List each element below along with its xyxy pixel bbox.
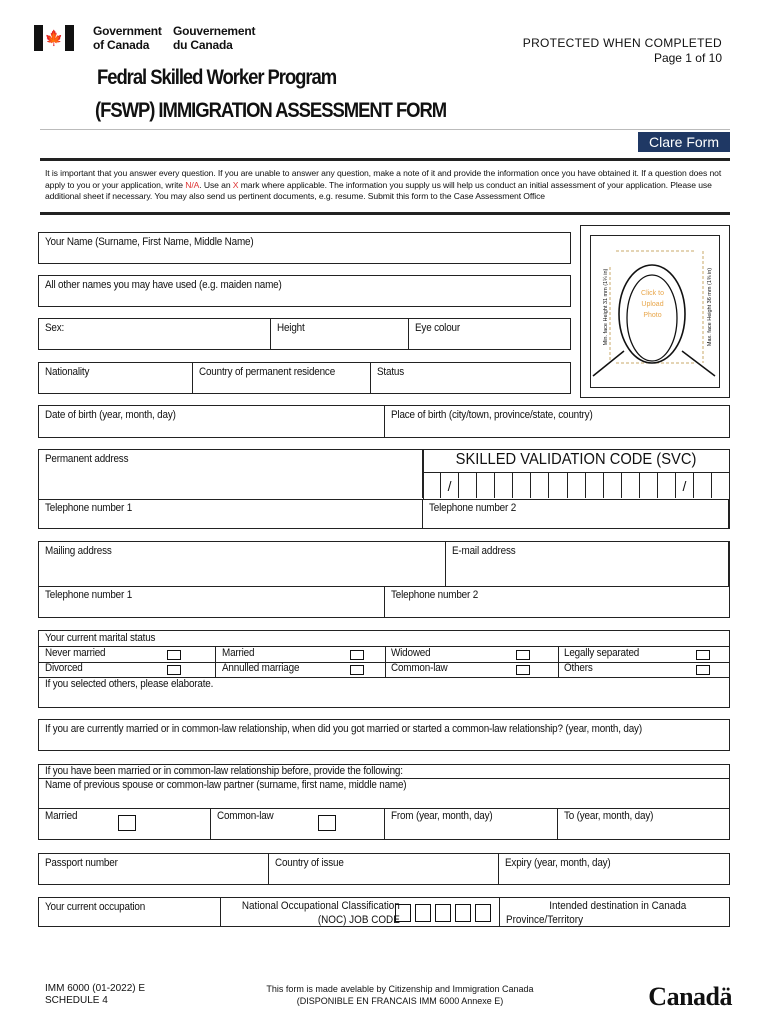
common-law-label: Common-law	[391, 662, 448, 674]
svc-digit	[640, 472, 658, 498]
never-married-label: Never married	[45, 647, 106, 659]
sex-height-eye-row	[38, 318, 571, 350]
status-field[interactable]	[371, 363, 570, 393]
upload-photo-hint: Click to Upload Photo	[641, 290, 664, 319]
noc-digit-4[interactable]	[455, 904, 471, 922]
divorced-checkbox[interactable]	[167, 665, 181, 675]
previous-from-label: From (year, month, day)	[391, 810, 493, 822]
birth-row	[38, 405, 730, 438]
svc-slash-2: /	[676, 472, 694, 498]
noc-digit-5[interactable]	[475, 904, 491, 922]
header-divider	[40, 129, 730, 130]
previous-common-checkbox[interactable]	[318, 815, 336, 831]
svc-digit	[658, 472, 676, 498]
previous-name-field[interactable]	[39, 778, 729, 808]
country-issue-label: Country of issue	[275, 857, 344, 869]
status-label: Status	[377, 366, 404, 378]
name-field[interactable]	[38, 232, 571, 264]
gov-en-line1: Government	[93, 24, 162, 38]
svc-digit	[531, 472, 549, 498]
tel2-field-a[interactable]	[423, 499, 729, 528]
height-field[interactable]	[271, 319, 409, 349]
mailing-address-field[interactable]	[39, 542, 446, 586]
tel2-label-a: Telephone number 2	[429, 502, 517, 514]
name-label: Your Name (Surname, First Name, Middle Name)	[45, 236, 254, 248]
permanent-address-block	[38, 449, 730, 529]
form-code-line: IMM 6000 (01-2022) E	[45, 983, 146, 994]
country-residence-label: Country of permanent residence	[199, 366, 336, 378]
intro-bottom-rule	[40, 212, 730, 215]
form-code	[45, 983, 145, 1006]
svc-digit	[513, 472, 531, 498]
previous-common-cell	[211, 808, 385, 839]
pob-label: Place of birth (city/town, province/state, country)	[391, 409, 593, 421]
destination-label: Intended destination in Canada Province/Territory	[506, 900, 687, 926]
svc-digit	[495, 472, 513, 498]
protected-label: PROTECTED WHEN COMPLETED	[522, 36, 722, 50]
tel1-label-b: Telephone number 1	[45, 589, 133, 601]
noc-cell	[221, 898, 500, 926]
footer-note	[230, 984, 570, 1007]
others-checkbox[interactable]	[696, 665, 710, 675]
marital-status-block	[38, 630, 730, 708]
svc-box	[423, 450, 729, 499]
other-names-field[interactable]	[38, 275, 571, 307]
elaborate-field[interactable]	[39, 677, 729, 707]
tel1-field-b[interactable]	[39, 586, 385, 617]
annulled-label: Annulled marriage	[222, 662, 300, 674]
intro-top-rule	[40, 158, 730, 161]
svc-slash-1: /	[441, 472, 459, 498]
passport-number-label: Passport number	[45, 857, 118, 869]
tel2-label-b: Telephone number 2	[391, 589, 479, 601]
svc-title: SKILLED VALIDATION CODE (SVC)	[455, 451, 697, 468]
previous-married-cell	[39, 808, 211, 839]
country-residence-field[interactable]	[193, 363, 371, 393]
svc-left-border	[423, 450, 424, 499]
gov-en-line2: of Canada	[93, 38, 150, 52]
widowed-checkbox[interactable]	[516, 650, 530, 660]
country-issue-field[interactable]	[269, 854, 499, 884]
previous-title: If you have been married or in common-law relationship before, provide the following:	[45, 765, 403, 777]
photo-upload[interactable]	[580, 225, 730, 398]
previous-name-label: Name of previous spouse or common-law partner (surname, first name, middle name)	[45, 779, 407, 791]
canada-wordmark: Canadä	[648, 982, 732, 1011]
title-line2: (FSWP) IMMIGRATION ASSESSMENT FORM	[95, 99, 447, 122]
legally-separated-label: Legally separated	[564, 647, 640, 659]
nationality-label: Nationality	[45, 366, 90, 378]
schedule-line: SCHEDULE 4	[45, 994, 108, 1006]
occupation-label: Your current occupation	[45, 901, 146, 913]
legally-separated-checkbox[interactable]	[696, 650, 710, 660]
svc-digit	[477, 472, 495, 498]
title-line1: Fedral Skilled Worker Program	[97, 66, 337, 89]
svc-digit	[604, 472, 622, 498]
svc-digit	[549, 472, 567, 498]
svc-digit	[568, 472, 586, 498]
intro-text: It is important that you answer every question. If you are unable to answer any question, make a note of it and provide the information once you have obtained it. If a question does not apply to you or your application, write N/A. Use an X mark where applicable. The information you supply us will help us conduct an initial assessment of your application. Please use additional sheet if necessary. You may also send us pertinent documents, e.g. resume. Submit this form to the Case Assessment Office	[45, 168, 722, 201]
annulled-checkbox[interactable]	[350, 665, 364, 675]
occupation-row	[38, 897, 730, 927]
eye-colour-label: Eye colour	[415, 322, 460, 334]
other-names-label: All other names you may have used (e.g. maiden name)	[45, 279, 282, 291]
divider	[39, 662, 729, 663]
previous-to-field[interactable]	[558, 808, 729, 839]
eye-colour-field[interactable]	[409, 319, 570, 349]
dob-label: Date of birth (year, month, day)	[45, 409, 176, 421]
gov-fr	[173, 24, 255, 52]
page-number: Page 1 of 10	[653, 51, 722, 65]
svc-code-grid[interactable]	[423, 472, 729, 498]
passport-row	[38, 853, 730, 885]
destination-field[interactable]	[500, 898, 729, 926]
svc-digit	[423, 472, 441, 498]
gov-fr-line2: du Canada	[173, 38, 233, 52]
divider	[558, 646, 559, 677]
permanent-address-field[interactable]	[39, 450, 423, 498]
previous-married-label: Married	[45, 810, 78, 822]
na-marker: N/A	[185, 179, 200, 190]
tel1-field-a[interactable]	[39, 499, 423, 528]
nationality-field[interactable]	[39, 363, 193, 393]
height-label: Height	[277, 322, 305, 334]
never-married-checkbox[interactable]	[167, 650, 181, 660]
married-label: Married	[222, 647, 255, 659]
min-face-height-label: Min. face Height 31 mm (1¼ in)	[603, 268, 609, 346]
svc-digit	[586, 472, 604, 498]
noc-label: National Occupational Classification (NOC) JOB CODE	[241, 900, 400, 926]
made-by-line: This form is made avelable by Citizenship and Immigration Canada	[266, 984, 534, 994]
max-face-height-label: Max. face Height 36 mm (1⅜ in)	[707, 267, 713, 347]
expiry-field[interactable]	[499, 854, 729, 884]
french-line: (DISPONIBLE EN FRANCAIS IMM 6000 Annexe E)	[296, 995, 504, 1006]
passport-number-field[interactable]	[39, 854, 269, 884]
married-checkbox[interactable]	[350, 650, 364, 660]
noc-digit-1[interactable]	[395, 904, 411, 922]
mailing-address-label: Mailing address	[45, 545, 112, 557]
svc-digit	[694, 472, 712, 498]
mailing-block	[38, 541, 730, 618]
gov-en	[93, 24, 162, 52]
common-law-checkbox[interactable]	[516, 665, 530, 675]
previous-common-label: Common-law	[217, 810, 274, 822]
expiry-label: Expiry (year, month, day)	[505, 857, 611, 869]
others-label: Others	[564, 662, 593, 674]
clare-form-button[interactable]: Clare Form	[638, 132, 730, 152]
tel1-label-a: Telephone number 1	[45, 502, 133, 514]
email-label: E-mail address	[452, 545, 516, 557]
sex-field[interactable]	[39, 319, 271, 349]
occupation-field[interactable]	[39, 898, 221, 926]
sex-label: Sex:	[45, 322, 65, 334]
divider	[215, 646, 216, 677]
previous-from-field[interactable]	[385, 808, 558, 839]
gov-fr-line1: Gouvernement	[173, 24, 256, 38]
svc-digit	[459, 472, 477, 498]
noc-digit-2[interactable]	[415, 904, 431, 922]
nationality-row	[38, 362, 571, 394]
pob-field[interactable]	[385, 406, 729, 437]
svc-digit	[712, 472, 729, 498]
previous-relationship-block	[38, 764, 730, 840]
marriage-date-label: If you are currently married or in common-law relationship, when did you got married or started a common-law relationship? (year, month, day)	[45, 723, 642, 735]
marital-title: Your current marital status	[45, 632, 156, 644]
svc-digit	[622, 472, 640, 498]
previous-to-label: To (year, month, day)	[564, 810, 654, 822]
marriage-date-field[interactable]	[38, 719, 730, 751]
noc-digit-3[interactable]	[435, 904, 451, 922]
divider	[385, 646, 386, 677]
permanent-address-label: Permanent address	[45, 453, 129, 465]
previous-married-checkbox[interactable]	[118, 815, 136, 831]
dob-field[interactable]	[39, 406, 385, 437]
canada-flag-icon: 🍁	[34, 25, 74, 51]
x-marker: X	[232, 179, 239, 190]
elaborate-label: If you selected others, please elaborate.	[45, 678, 214, 690]
email-field[interactable]	[446, 542, 729, 586]
widowed-label: Widowed	[391, 647, 431, 659]
divorced-label: Divorced	[45, 662, 83, 674]
tel2-field-b[interactable]	[385, 586, 729, 617]
